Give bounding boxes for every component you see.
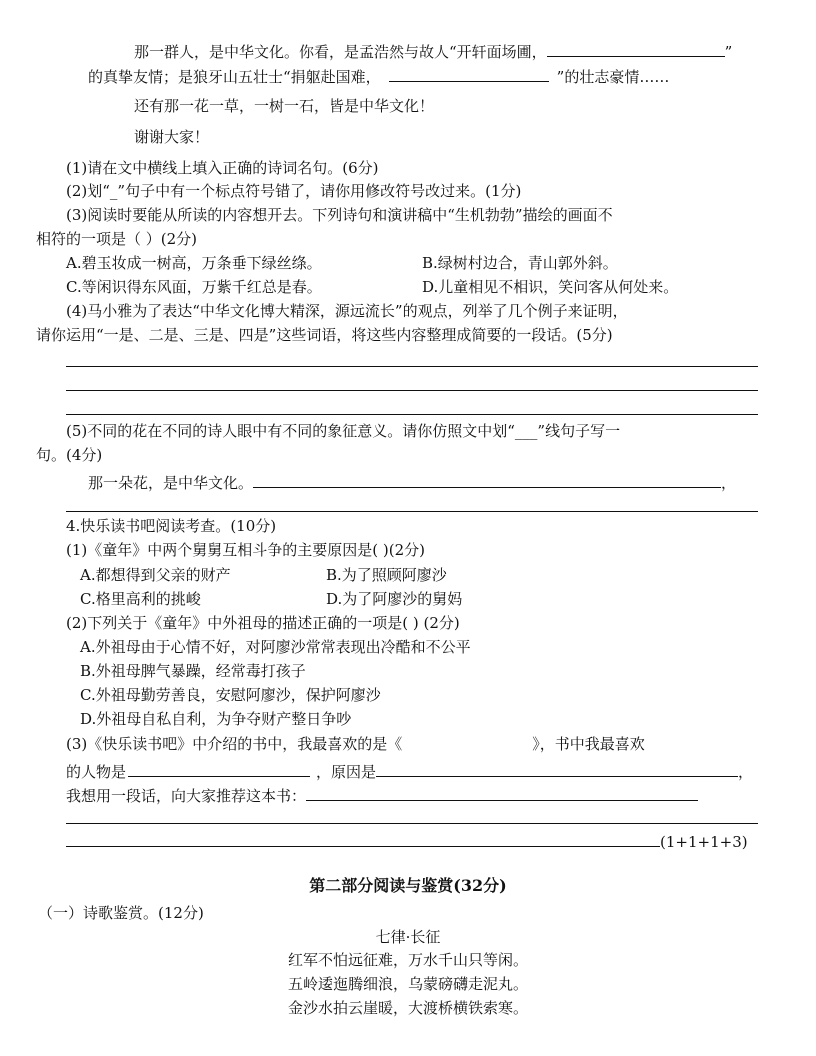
reading-q2-option-c[interactable]: C.外祖母勤劳善良，安慰阿廖沙，保护阿廖沙 (80, 686, 381, 704)
answer-blank[interactable] (547, 40, 725, 57)
reading-q2-option-d[interactable]: D.外祖母自私自利，为争夺财产整日争吵 (80, 710, 352, 728)
reading-heading: 4.快乐读书吧阅读考查。(10分) (66, 517, 277, 535)
question-4-line-1: (4)马小雅为了表达“中华文化博大精深，源远流长”的观点，列举了几个例子来证明， (66, 302, 628, 320)
question-2: (2)划“_”句子中有一个标点符号错了，请你用修改符号改过来。(1分) (66, 182, 522, 200)
answer-line[interactable] (66, 390, 758, 391)
question-3-line-1: (3)阅读时要能从所读的内容想开去。下列诗句和演讲稿中“生机勃勃”描绘的画面不 (66, 206, 613, 224)
question-5-line-2: 句。(4分) (36, 446, 103, 464)
reading-q1-option-b[interactable]: B.为了照顾阿廖沙 (326, 566, 447, 584)
intro-line-1 (134, 40, 732, 62)
reading-q3-score: (1+1+1+3) (660, 833, 748, 851)
reading-q1-option-d[interactable]: D.为了阿廖沙的舅妈 (326, 590, 463, 608)
question-5-prompt: 那一朵花，是中华文化。 (88, 474, 254, 492)
reading-q3-line-2 (66, 760, 753, 782)
question-5-line-3 (88, 471, 736, 493)
answer-line[interactable] (66, 511, 758, 512)
question-5-comma: ， (721, 474, 737, 492)
part-2-subtitle: （一）诗歌鉴赏。(12分) (38, 904, 204, 922)
question-4-line-2: 请你运用“一是、二是、三是、四是”这些词语，将这些内容整理成简要的一段话。(5分) (36, 326, 613, 344)
poem-line-2: 五岭逶迤腾细浪，乌蒙磅礴走泥丸。 (287, 975, 528, 993)
question-3-option-d[interactable]: D.儿童相见不相识，笑问客从何处来。 (422, 278, 679, 296)
reading-q3-text-f: 我想用一段话，向大家推荐这本书： (66, 787, 307, 805)
answer-blank[interactable] (128, 760, 310, 777)
reading-q3-text-e: ， (738, 763, 754, 781)
reading-q2-option-a[interactable]: A.外祖母由于心情不好，对阿廖沙常常表现出冷酷和不公平 (80, 638, 471, 656)
poem-title: 七律·长征 (375, 928, 441, 946)
intro-text-2a: 的真挚友情；是狼牙山五壮士“捐躯赴国难， (88, 68, 381, 86)
poem-line-1: 红军不怕远征难，万水千山只等闲。 (287, 951, 528, 969)
intro-text-1b: ” (724, 43, 733, 61)
reading-q1-option-c[interactable]: C.格里高利的挑峻 (80, 590, 201, 608)
answer-line[interactable] (66, 366, 758, 367)
part-2-title: 第二部分阅读与鉴赏(32分) (309, 876, 507, 895)
reading-q1: (1)《童年》中两个舅舅互相斗争的主要原因是( )(2分) (66, 541, 425, 559)
intro-text-2b: ”的壮志豪情…… (556, 68, 670, 86)
reading-q2-option-b[interactable]: B.外祖母脾气暴躁，经常毒打孩子 (80, 662, 306, 680)
intro-line-3: 还有那一花一草，一树一石，皆是中华文化！ (134, 97, 435, 115)
reading-q3-line-5 (66, 830, 748, 852)
reading-q2: (2)下列关于《童年》中外祖母的描述正确的一项是( ) (2分) (66, 614, 460, 632)
reading-q3-line-1 (66, 734, 645, 754)
question-3-option-c[interactable]: C.等闲识得东风面，万紫千红总是春。 (66, 278, 322, 296)
question-3-option-a[interactable]: A.碧玉妆成一树高，万条垂下绿丝绦。 (66, 254, 322, 272)
answer-line[interactable] (66, 823, 758, 824)
reading-q1-option-a[interactable]: A.都想得到父亲的财产 (80, 566, 231, 584)
reading-q3-text-c: 的人物是 (66, 763, 127, 781)
answer-blank[interactable] (253, 471, 721, 488)
answer-blank[interactable] (376, 760, 738, 777)
intro-text-1a: 那一群人，是中华文化。你看，是孟浩然与故人“开轩面场圃， (134, 43, 547, 61)
question-1: (1)请在文中横线上填入正确的诗词名句。(6分) (66, 159, 379, 177)
answer-blank[interactable] (389, 65, 549, 82)
reading-q3-text-a: (3)《快乐读书吧》中介绍的书中，我最喜欢的是《 (66, 735, 403, 753)
reading-q3-text-b: 》，书中我最喜欢 (532, 735, 645, 753)
intro-line-2 (88, 65, 669, 87)
intro-line-4: 谢谢大家！ (134, 128, 210, 146)
poem-line-3: 金沙水拍云崖暖，大渡桥横铁索寒。 (287, 999, 528, 1017)
question-5-line-1: (5)不同的花在不同的诗人眼中有不同的象征意义。请你仿照文中划“___”线句子写一 (66, 422, 621, 440)
reading-q3-text-d: ，原因是 (316, 763, 377, 781)
answer-line[interactable] (66, 414, 758, 415)
question-3-line-2: 相符的一项是（ ）(2分) (36, 230, 198, 248)
answer-blank[interactable] (306, 784, 698, 801)
answer-blank[interactable] (66, 830, 660, 847)
reading-q3-line-3 (66, 784, 698, 806)
question-3-option-b[interactable]: B.绿树村边合，青山郭外斜。 (422, 254, 618, 272)
